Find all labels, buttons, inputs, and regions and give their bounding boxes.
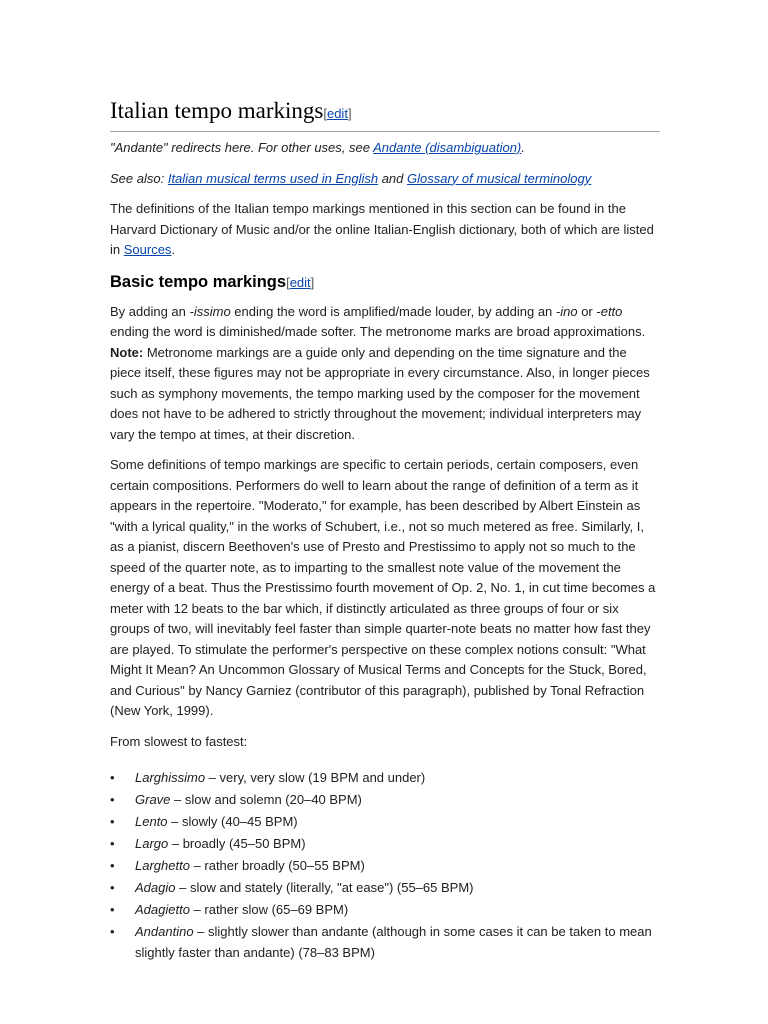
bullet-icon: • <box>110 814 115 829</box>
list-item <box>110 856 660 877</box>
link-sources[interactable]: Sources <box>123 242 172 257</box>
title-edit-link[interactable]: edit <box>326 106 348 121</box>
bullet-icon: • <box>110 880 115 895</box>
list-intro: From slowest to fastest: <box>110 733 248 749</box>
link-italian-musical-terms[interactable]: Italian musical terms used in English <box>167 170 379 186</box>
article-content <box>110 96 660 965</box>
page-title <box>110 96 660 132</box>
tempo-term: Larghissimo <box>135 770 206 785</box>
bullet-icon: • <box>110 792 115 807</box>
list-item <box>110 922 660 963</box>
list-item <box>110 900 660 921</box>
section-edit-section: [edit] <box>286 274 315 290</box>
bullet-icon: • <box>110 858 115 873</box>
tempo-description: – broadly (45–50 BPM) <box>168 836 306 851</box>
page-title-text: Italian tempo markings <box>110 98 324 123</box>
list-item <box>110 834 660 855</box>
link-andante-disambiguation[interactable]: Andante (disambiguation) <box>373 140 522 155</box>
section-heading-text: Basic tempo markings <box>110 272 287 291</box>
bullet-icon: • <box>110 924 115 939</box>
bullet-icon: • <box>110 902 115 917</box>
tempo-term: Larghetto <box>135 858 190 873</box>
tempo-term: Lento <box>135 814 168 829</box>
list-item <box>110 878 660 899</box>
list-item <box>110 790 660 811</box>
tempo-description: – very, very slow (19 BPM and under) <box>205 770 426 785</box>
section-heading <box>110 271 660 294</box>
intro-paragraph: The definitions of the Italian tempo markings mentioned in this section can be found in the Harvard Dictionary of Music and/or the online Italian-English dictionary, both of which are listed in Sources. <box>110 201 654 257</box>
definitions-paragraph: Some definitions of tempo markings are specific to certain periods, certain composers, even certain compositions. Performers do well to learn about the range of definition of a term as it appears in the repertoire. "Moderato," for example, has been described by Albert Einstein as "with a lyrical quality," in the works of Schubert, i.e., not so much metered as free. Similarly, I, as a pianist, discern Beethoven's use of Presto and Prestissimo to apply not so much to the speed of the quarter note, as to imparting to the smallest note value of the movement the energy of a beat. Thus the Prestissimo fourth movement of Op. 2, No. 1, in cut time becomes a meter with 12 beats to the bar which, if distinctly articulated as three groups of four or six groups of two, will inevitably feel faster than simple quarter-note beats no matter how fast they are played. To stimulate the performer's perspective on these complex notions consult: "What Might It Mean? An Uncommon Glossary of Musical Terms and Concepts for the Stuck, Bored, and Curious" by Nancy Garniez (contributor of this paragraph), published by Tonal Refraction (New York, 1999). <box>110 457 656 718</box>
suffix-paragraph: By adding an -issimo ending the word is amplified/made louder, by adding an -ino or -etto ending the word is diminished/made softer. The metronome marks are broad approximations. Note: Metronome markings are a guide only and depending on the time signature and the piece itself, these figures may not be appropriate in every circumstance. Also, in longer pieces such as symphony movements, the tempo marking used by the composer for the movement does not have to be adhered to strictly throughout the movement; individual interpreters may vary the tempo at times, at their discretion. <box>110 303 650 442</box>
bullet-icon: • <box>110 770 115 785</box>
tempo-description: – slow and solemn (20–40 BPM) <box>170 792 362 807</box>
link-glossary-musical-terminology[interactable]: Glossary of musical terminology <box>407 170 592 186</box>
tempo-description: – slightly slower than andante (although in some cases it can be taken to mean slightly faster than andante) (78–83 BPM) <box>135 924 652 960</box>
list-item <box>110 768 660 789</box>
title-edit-section: [edit] <box>323 106 352 121</box>
bullet-icon: • <box>110 836 115 851</box>
tempo-term: Andantino <box>135 924 194 939</box>
tempo-term: Adagietto <box>135 902 190 917</box>
tempo-term: Largo <box>135 836 169 851</box>
tempo-description: – rather broadly (50–55 BPM) <box>189 858 365 873</box>
list-item <box>110 812 660 833</box>
tempo-term: Grave <box>135 792 171 807</box>
tempo-term: Adagio <box>135 880 176 895</box>
section-edit-link[interactable]: edit <box>289 274 311 290</box>
tempo-description: – slowly (40–45 BPM) <box>167 814 298 829</box>
tempo-description: – slow and stately (literally, "at ease") (55–65 BPM) <box>175 880 474 895</box>
tempo-list <box>110 768 660 963</box>
tempo-description: – rather slow (65–69 BPM) <box>189 902 349 917</box>
hatnote-redirect: "Andante" redirects here. For other uses, see Andante (disambiguation). <box>110 140 525 155</box>
hatnote-see-also: See also: Italian musical terms used in English and Glossary of musical terminology <box>110 170 592 186</box>
